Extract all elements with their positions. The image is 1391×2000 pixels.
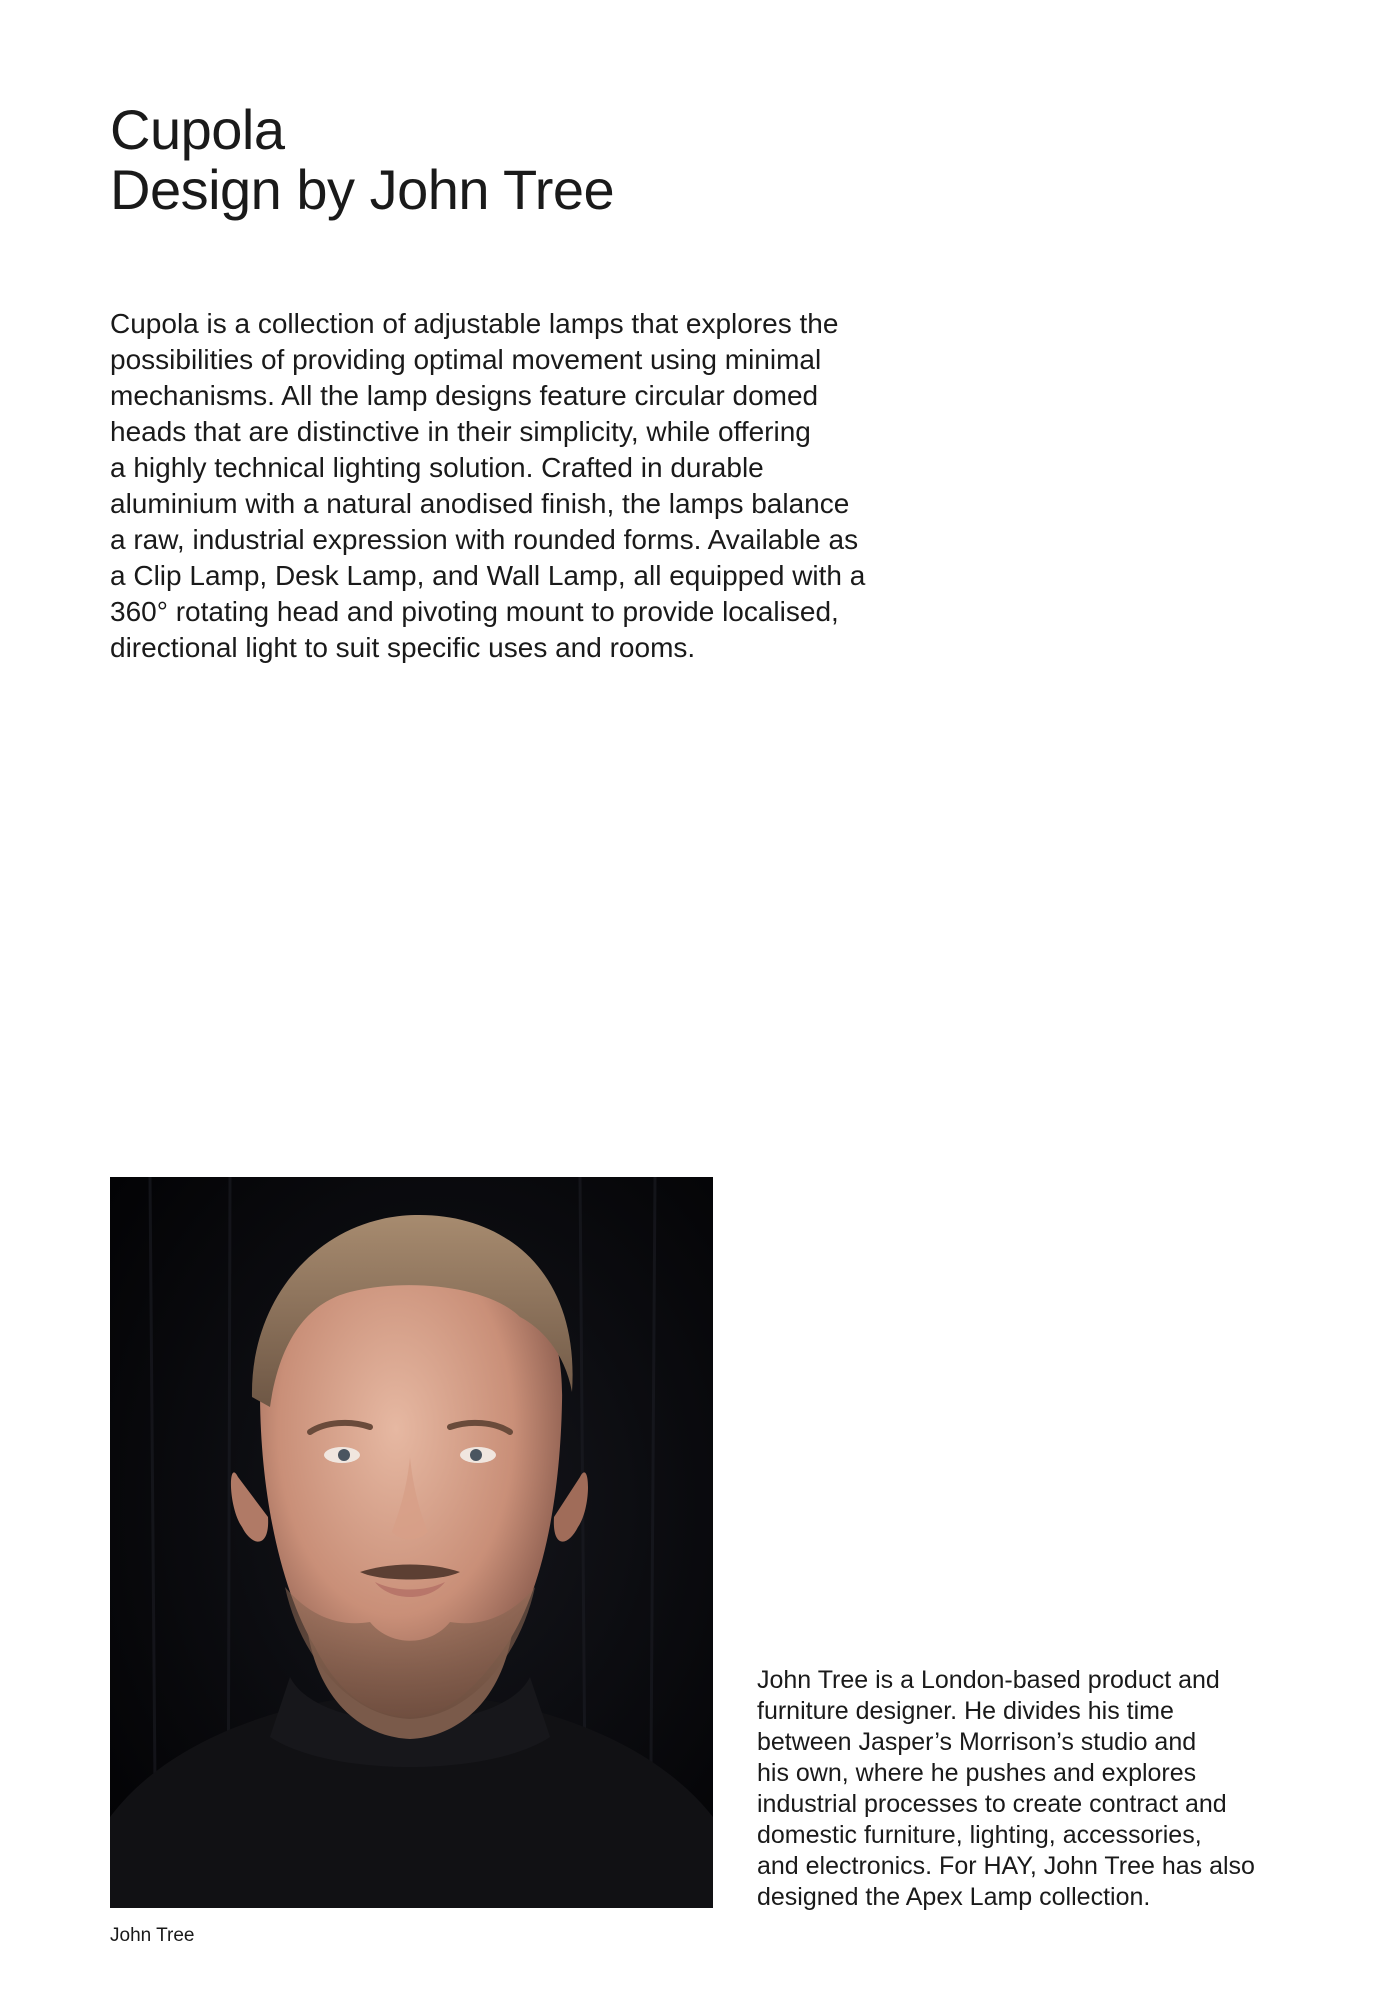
- designer-portrait-photo: [110, 1177, 713, 1908]
- intro-line: aluminium with a natural anodised finish, the lamps balance: [110, 488, 850, 519]
- intro-line: a highly technical lighting solution. Crafted in durable: [110, 452, 764, 483]
- title-product-name: Cupola: [110, 98, 285, 161]
- bio-line: John Tree is a London-based product and: [757, 1666, 1220, 1694]
- bio-line: between Jasper’s Morrison’s studio and: [757, 1728, 1197, 1756]
- title-designer-line: Design by John Tree: [110, 158, 615, 221]
- portrait-illustration: [110, 1177, 713, 1908]
- bio-line: designed the Apex Lamp collection.: [757, 1883, 1151, 1911]
- intro-line: a Clip Lamp, Desk Lamp, and Wall Lamp, all equipped with a: [110, 560, 866, 591]
- intro-line: heads that are distinctive in their simplicity, while offering: [110, 416, 811, 447]
- intro-line: Cupola is a collection of adjustable lamps that explores the: [110, 308, 839, 339]
- intro-line: a raw, industrial expression with rounded forms. Available as: [110, 524, 859, 555]
- bio-line: and electronics. For HAY, John Tree has also: [757, 1852, 1255, 1880]
- photo-caption: John Tree: [110, 1925, 195, 1946]
- intro-line: directional light to suit specific uses and rooms.: [110, 632, 696, 663]
- bio-line: domestic furniture, lighting, accessories,: [757, 1821, 1202, 1849]
- page-title: [110, 100, 614, 220]
- bio-line: furniture designer. He divides his time: [757, 1697, 1174, 1725]
- intro-paragraph: [110, 306, 910, 666]
- bio-line: his own, where he pushes and explores: [757, 1759, 1197, 1787]
- intro-line: mechanisms. All the lamp designs feature circular domed: [110, 380, 819, 411]
- bio-line: industrial processes to create contract and: [757, 1790, 1227, 1818]
- intro-line: 360° rotating head and pivoting mount to provide localised,: [110, 596, 839, 627]
- designer-bio-paragraph: [757, 1665, 1357, 1913]
- intro-line: possibilities of providing optimal movement using minimal: [110, 344, 822, 375]
